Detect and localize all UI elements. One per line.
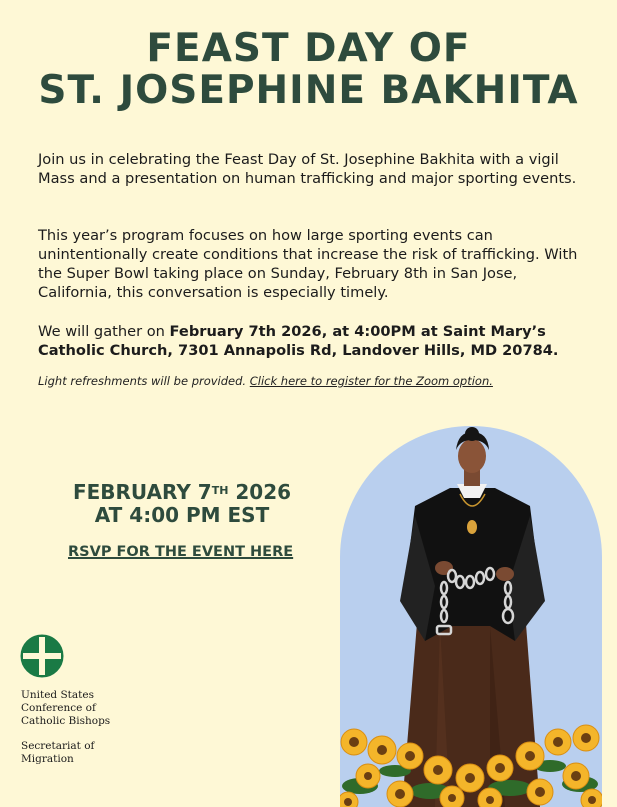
refreshments-text: Light refreshments will be provided. [38,374,250,388]
title-line-2: ST. JOSEPHINE BAKHITA [38,68,579,113]
intro-paragraph: Join us in celebrating the Feast Day of St. Josephine Bakhita with a vigil Mass and a presentation on human trafficking and major sporting events. [38,151,577,187]
title-line-1: FEAST DAY OF [146,26,471,71]
zoom-register-link[interactable]: Click here to register for the Zoom option. [249,374,493,388]
usccb-cross-logo-icon [20,634,64,678]
gathering-paragraph [38,322,586,360]
event-time: AT 4:00 PM EST [94,503,270,527]
gathering-lead: We will gather on [38,323,170,340]
program-paragraph: This year’s program focuses on how large sporting events can unintentionally create conditions that increase the risk of trafficking. With the Super Bowl taking place on Sunday, February 8th in San Jose, California, this conversation is especially timely. [38,227,578,301]
org-name: United States Conference of Catholic Bishops [21,689,111,727]
event-date: FEBRUARY 7TH 2026 [72,480,292,504]
rsvp-link[interactable]: RSVP FOR THE EVENT HERE [68,544,294,560]
page-title [0,28,617,112]
refreshments-note [38,374,493,388]
saint-josephine-bakhita-illustration-icon [340,426,602,807]
org-secretariat: Secretariat of Migration [21,740,95,765]
event-date-block [58,481,306,527]
gathering-details: February 7th 2026, at 4:00PM at Saint Mary’s Catholic Church, 7301 Annapolis Rd, Landover Hills, MD 20784. [38,323,559,359]
